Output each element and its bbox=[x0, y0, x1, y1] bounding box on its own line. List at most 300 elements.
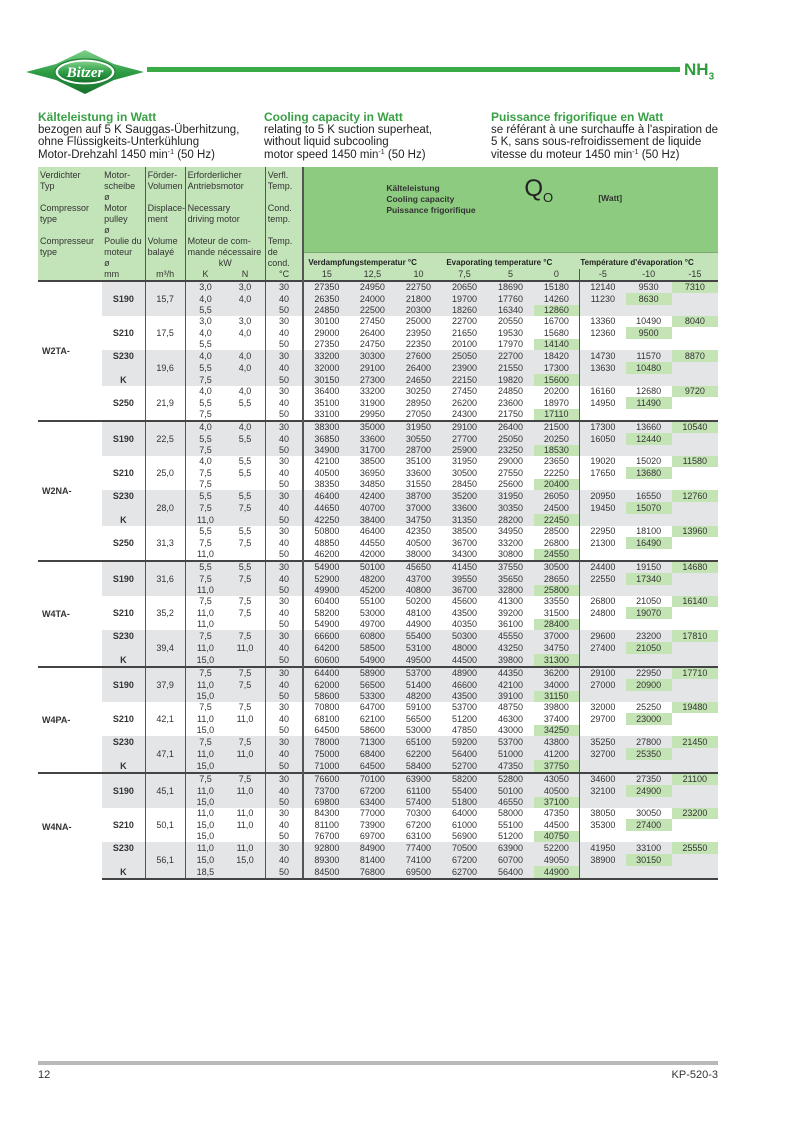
motor-k: 4,0 bbox=[185, 456, 225, 467]
table-row bbox=[38, 514, 718, 526]
capacity-value: 92800 bbox=[303, 842, 349, 854]
capacity-value: 38500 bbox=[441, 526, 487, 537]
motor-k: 4,0 bbox=[185, 350, 225, 362]
motor-k: 7,5 bbox=[185, 445, 225, 456]
capacity-value: 56900 bbox=[441, 831, 487, 842]
capacity-value bbox=[580, 725, 626, 736]
capacity-symbol: $Q_O$ bbox=[524, 175, 554, 205]
cond-temp: 50 bbox=[265, 831, 303, 842]
motor-k: 7,5 bbox=[185, 502, 225, 514]
displacement bbox=[145, 421, 185, 433]
motor-n: 5,5 bbox=[225, 456, 265, 467]
capacity-value: 29700 bbox=[580, 713, 626, 725]
capacity-value: 35650 bbox=[488, 573, 534, 585]
capacity-value: 30350 bbox=[488, 502, 534, 514]
capacity-value: 40700 bbox=[349, 502, 395, 514]
capacity-value: 49900 bbox=[303, 585, 349, 596]
cond-temp: 50 bbox=[265, 725, 303, 736]
motor-n: 7,5 bbox=[225, 573, 265, 585]
motor-pulley: S210 bbox=[102, 607, 145, 619]
motor-k: 15,0 bbox=[185, 725, 225, 736]
table-row bbox=[38, 327, 718, 339]
capacity-value: 22700 bbox=[488, 350, 534, 362]
capacity-value: 53000 bbox=[395, 725, 441, 736]
table-row bbox=[38, 526, 718, 537]
capacity-value: 40750 bbox=[534, 831, 580, 842]
capacity-value: 19700 bbox=[441, 293, 487, 305]
motor-n bbox=[225, 654, 265, 667]
capacity-value: 30300 bbox=[349, 350, 395, 362]
capacity-value: 21800 bbox=[395, 293, 441, 305]
capacity-value: 20900 bbox=[626, 679, 672, 691]
cond-temp: 30 bbox=[265, 736, 303, 748]
compressor-type: W2NA- bbox=[38, 421, 102, 561]
table-row bbox=[38, 679, 718, 691]
capacity-value bbox=[626, 409, 672, 421]
capacity-value: 77000 bbox=[349, 808, 395, 819]
capacity-value: 19450 bbox=[580, 502, 626, 514]
motor-k: 5,5 bbox=[185, 433, 225, 445]
capacity-value: 18690 bbox=[488, 281, 534, 293]
motor-pulley bbox=[102, 479, 145, 490]
capacity-value bbox=[672, 305, 718, 316]
capacity-value: 30150 bbox=[303, 374, 349, 386]
capacity-value: 27800 bbox=[626, 736, 672, 748]
motor-pulley: S250 bbox=[102, 537, 145, 549]
capacity-value: 18970 bbox=[534, 397, 580, 409]
motor-pulley bbox=[102, 667, 145, 679]
motor-k: 11,0 bbox=[185, 713, 225, 725]
motor-n: 3,0 bbox=[225, 316, 265, 327]
capacity-value: 31950 bbox=[441, 456, 487, 467]
capacity-value: 50800 bbox=[303, 526, 349, 537]
capacity-value: 22350 bbox=[395, 339, 441, 350]
capacity-value: 33100 bbox=[626, 842, 672, 854]
cond-temp: 30 bbox=[265, 667, 303, 679]
motor-n bbox=[225, 760, 265, 773]
capacity-unit: [Watt] bbox=[598, 193, 623, 203]
capacity-value: 36950 bbox=[349, 467, 395, 479]
motor-k: 11,0 bbox=[185, 748, 225, 760]
motor-pulley: S230 bbox=[102, 736, 145, 748]
table-row bbox=[38, 339, 718, 350]
capacity-value: 21550 bbox=[488, 362, 534, 374]
cond-temp: 40 bbox=[265, 713, 303, 725]
table-body bbox=[38, 281, 718, 879]
capacity-value: 27400 bbox=[626, 819, 672, 831]
capacity-value: 26200 bbox=[441, 397, 487, 409]
motor-k: 11,0 bbox=[185, 607, 225, 619]
capacity-value: 56500 bbox=[349, 679, 395, 691]
motor-n bbox=[225, 374, 265, 386]
capacity-value: 32000 bbox=[580, 702, 626, 713]
intro-german: Kälteleistung in Watt bezogen auf 5 K Sauggas-Überhitzung, ohne Flüssigkeits-Unterkühlung Motor-Drehzahl 1450 $\min^{-1} (50$ Hz) bbox=[38, 111, 263, 161]
capacity-value: 56500 bbox=[395, 713, 441, 725]
capacity-value: 44650 bbox=[303, 502, 349, 514]
capacity-value: 25050 bbox=[488, 433, 534, 445]
displacement bbox=[145, 831, 185, 842]
displacement bbox=[145, 619, 185, 630]
capacity-value: 43250 bbox=[488, 642, 534, 654]
displacement bbox=[145, 866, 185, 879]
capacity-value: 57400 bbox=[395, 797, 441, 808]
capacity-value: 56400 bbox=[488, 866, 534, 879]
capacity-value: 15680 bbox=[534, 327, 580, 339]
cond-temp: 30 bbox=[265, 386, 303, 397]
capacity-value: 24300 bbox=[441, 409, 487, 421]
motor-k: 11,0 bbox=[185, 585, 225, 596]
capacity-value: 22950 bbox=[580, 526, 626, 537]
intro-title-fr: Puissance frigorifique en Watt bbox=[491, 110, 664, 124]
displacement bbox=[145, 445, 185, 456]
table-row bbox=[38, 374, 718, 386]
header-row-labels bbox=[38, 167, 718, 253]
motor-pulley: K bbox=[102, 654, 145, 667]
capacity-value: 24800 bbox=[580, 607, 626, 619]
capacity-value: 69800 bbox=[303, 797, 349, 808]
displacement bbox=[145, 630, 185, 642]
table-row bbox=[38, 350, 718, 362]
table-row bbox=[38, 445, 718, 456]
capacity-value: 60600 bbox=[303, 654, 349, 667]
capacity-value: 37100 bbox=[534, 797, 580, 808]
motor-n: 15,0 bbox=[225, 854, 265, 866]
motor-k: 5,5 bbox=[185, 526, 225, 537]
displacement: 17,5 bbox=[145, 327, 185, 339]
motor-n: 4,0 bbox=[225, 350, 265, 362]
motor-k: 11,0 bbox=[185, 549, 225, 561]
capacity-value: 76600 bbox=[303, 773, 349, 785]
capacity-value: 69500 bbox=[395, 866, 441, 879]
header-driving-motor: Erforderlicher Antriebsmotor Necessary driving motor Moteur de com- mande nécessaire kW bbox=[185, 167, 265, 269]
capacity-value bbox=[672, 654, 718, 667]
capacity-value bbox=[672, 502, 718, 514]
capacity-value: 35200 bbox=[441, 490, 487, 502]
capacity-value: 52800 bbox=[488, 773, 534, 785]
cond-temp: 30 bbox=[265, 421, 303, 433]
intro-title-en: Cooling capacity in Watt bbox=[264, 110, 403, 124]
capacity-value: 34750 bbox=[534, 642, 580, 654]
capacity-value bbox=[672, 713, 718, 725]
header-row-units: mm m³/h K N °C 15 12,5 10 7,5 5 0 -5 -10 -15 bbox=[38, 269, 718, 281]
capacity-value: 34600 bbox=[580, 773, 626, 785]
capacity-value: 42100 bbox=[488, 679, 534, 691]
capacity-value: 9500 bbox=[626, 327, 672, 339]
capacity-value: 17710 bbox=[672, 667, 718, 679]
header-displacement: Förder- Volumen Displace- ment Volume balayé bbox=[145, 167, 185, 269]
capacity-value bbox=[672, 585, 718, 596]
table-row bbox=[38, 596, 718, 607]
capacity-value: 43000 bbox=[488, 725, 534, 736]
capacity-value: 10480 bbox=[626, 362, 672, 374]
motor-k: 5,5 bbox=[185, 561, 225, 573]
capacity-value: 27450 bbox=[441, 386, 487, 397]
motor-pulley bbox=[102, 339, 145, 350]
motor-k: 11,0 bbox=[185, 642, 225, 654]
capacity-value: 21450 bbox=[672, 736, 718, 748]
motor-pulley bbox=[102, 305, 145, 316]
motor-n: 11,0 bbox=[225, 748, 265, 760]
capacity-value: 54900 bbox=[349, 654, 395, 667]
capacity-value: 24550 bbox=[534, 549, 580, 561]
capacity-value bbox=[580, 445, 626, 456]
table-row bbox=[38, 293, 718, 305]
capacity-value: 40500 bbox=[395, 537, 441, 549]
capacity-value: 39800 bbox=[534, 702, 580, 713]
motor-k: 15,0 bbox=[185, 691, 225, 702]
motor-n: 7,5 bbox=[225, 702, 265, 713]
table-row bbox=[38, 433, 718, 445]
capacity-value: 66600 bbox=[303, 630, 349, 642]
table-row bbox=[38, 702, 718, 713]
capacity-value: 43800 bbox=[534, 736, 580, 748]
capacity-value: 14730 bbox=[580, 350, 626, 362]
capacity-value: 29950 bbox=[349, 409, 395, 421]
motor-k: 7,5 bbox=[185, 573, 225, 585]
motor-pulley bbox=[102, 362, 145, 374]
capacity-value: 24400 bbox=[580, 561, 626, 573]
capacity-value: 31550 bbox=[395, 479, 441, 490]
motor-n bbox=[225, 549, 265, 561]
motor-n: 11,0 bbox=[225, 713, 265, 725]
motor-k: 4,0 bbox=[185, 421, 225, 433]
capacity-value: 58900 bbox=[349, 667, 395, 679]
cond-temp: 50 bbox=[265, 514, 303, 526]
motor-pulley: S190 bbox=[102, 785, 145, 797]
capacity-value: 75000 bbox=[303, 748, 349, 760]
capacity-value: 30100 bbox=[303, 316, 349, 327]
capacity-value: 58600 bbox=[349, 725, 395, 736]
capacity-value: 33100 bbox=[303, 409, 349, 421]
capacity-value: 17300 bbox=[534, 362, 580, 374]
capacity-value: 73700 bbox=[303, 785, 349, 797]
capacity-value: 70800 bbox=[303, 702, 349, 713]
capacity-value: 19150 bbox=[626, 561, 672, 573]
capacity-value: 31700 bbox=[349, 445, 395, 456]
capacity-value: 24850 bbox=[303, 305, 349, 316]
capacity-value bbox=[672, 362, 718, 374]
capacity-value: 23650 bbox=[534, 456, 580, 467]
capacity-value: 41300 bbox=[488, 596, 534, 607]
displacement bbox=[145, 281, 185, 293]
capacity-value: 27350 bbox=[626, 773, 672, 785]
capacity-value: 20250 bbox=[534, 433, 580, 445]
capacity-value: 25000 bbox=[395, 316, 441, 327]
capacity-value: 13360 bbox=[580, 316, 626, 327]
displacement bbox=[145, 585, 185, 596]
capacity-value: 34900 bbox=[303, 445, 349, 456]
capacity-value: 49500 bbox=[395, 654, 441, 667]
motor-pulley: S230 bbox=[102, 630, 145, 642]
motor-k: 5,5 bbox=[185, 362, 225, 374]
cond-temp: 40 bbox=[265, 293, 303, 305]
capacity-value: 27600 bbox=[395, 350, 441, 362]
capacity-value: 53000 bbox=[349, 607, 395, 619]
motor-pulley bbox=[102, 316, 145, 327]
capacity-value: 51000 bbox=[488, 748, 534, 760]
capacity-value bbox=[672, 479, 718, 490]
capacity-value: 13680 bbox=[626, 467, 672, 479]
capacity-value bbox=[626, 866, 672, 879]
cond-temp: 40 bbox=[265, 397, 303, 409]
capacity-value bbox=[580, 305, 626, 316]
motor-pulley bbox=[102, 748, 145, 760]
capacity-value: 27000 bbox=[580, 679, 626, 691]
capacity-value: 33550 bbox=[534, 596, 580, 607]
capacity-value: 33200 bbox=[349, 386, 395, 397]
displacement bbox=[145, 702, 185, 713]
capacity-value: 23000 bbox=[626, 713, 672, 725]
motor-k: 7,5 bbox=[185, 467, 225, 479]
capacity-value bbox=[626, 305, 672, 316]
capacity-value: 22500 bbox=[349, 305, 395, 316]
motor-n: 7,5 bbox=[225, 607, 265, 619]
capacity-value bbox=[626, 725, 672, 736]
capacity-value: 24000 bbox=[349, 293, 395, 305]
capacity-value bbox=[672, 514, 718, 526]
displacement bbox=[145, 808, 185, 819]
motor-k: 5,5 bbox=[185, 305, 225, 316]
motor-k: 7,5 bbox=[185, 630, 225, 642]
capacity-value: 26800 bbox=[580, 596, 626, 607]
capacity-value: 27350 bbox=[303, 281, 349, 293]
capacity-value: 44500 bbox=[441, 654, 487, 667]
capacity-value: 40800 bbox=[395, 585, 441, 596]
motor-pulley bbox=[102, 619, 145, 630]
capacity-value: 30050 bbox=[626, 808, 672, 819]
intro-english: Cooling capacity in Watt relating to 5 K suction superheat, without liquid subcooling motor speed 1450 $\min^{-1} (50$ Hz) bbox=[264, 111, 489, 161]
motor-pulley: K bbox=[102, 866, 145, 879]
compressor-type: W4NA- bbox=[38, 773, 102, 879]
capacity-value: 50100 bbox=[349, 561, 395, 573]
capacity-value: 76800 bbox=[349, 866, 395, 879]
capacity-value: 21050 bbox=[626, 596, 672, 607]
capacity-value: 48750 bbox=[488, 702, 534, 713]
cond-temp: 40 bbox=[265, 607, 303, 619]
displacement bbox=[145, 490, 185, 502]
capacity-value: 38300 bbox=[303, 421, 349, 433]
capacity-value bbox=[580, 866, 626, 879]
table-row bbox=[38, 537, 718, 549]
table-row bbox=[38, 785, 718, 797]
motor-n: 7,5 bbox=[225, 773, 265, 785]
displacement bbox=[145, 773, 185, 785]
motor-n bbox=[225, 725, 265, 736]
capacity-value: 31350 bbox=[441, 514, 487, 526]
capacity-value: 30500 bbox=[441, 467, 487, 479]
capacity-value: 25050 bbox=[441, 350, 487, 362]
capacity-value: 17760 bbox=[488, 293, 534, 305]
capacity-value: 31500 bbox=[534, 607, 580, 619]
capacity-value: 40350 bbox=[441, 619, 487, 630]
capacity-value: 15180 bbox=[534, 281, 580, 293]
displacement: 42,1 bbox=[145, 713, 185, 725]
motor-pulley: S190 bbox=[102, 433, 145, 445]
motor-k: 7,5 bbox=[185, 374, 225, 386]
capacity-value bbox=[672, 397, 718, 409]
motor-k: 15,0 bbox=[185, 854, 225, 866]
capacity-value: 28950 bbox=[395, 397, 441, 409]
displacement bbox=[145, 797, 185, 808]
capacity-value: 59100 bbox=[395, 702, 441, 713]
capacity-value: 29100 bbox=[580, 667, 626, 679]
capacity-value: 16340 bbox=[488, 305, 534, 316]
capacity-value: 21500 bbox=[534, 421, 580, 433]
displacement bbox=[145, 386, 185, 397]
table-row bbox=[38, 866, 718, 879]
capacity-value: 67200 bbox=[395, 819, 441, 831]
capacity-value: 64400 bbox=[303, 667, 349, 679]
capacity-value bbox=[672, 549, 718, 561]
cond-temp: 40 bbox=[265, 679, 303, 691]
capacity-value: 24850 bbox=[488, 386, 534, 397]
motor-n: 7,5 bbox=[225, 502, 265, 514]
capacity-value: 47350 bbox=[534, 808, 580, 819]
capacity-value bbox=[626, 514, 672, 526]
capacity-value: 16050 bbox=[580, 433, 626, 445]
motor-n: 5,5 bbox=[225, 561, 265, 573]
capacity-value bbox=[580, 831, 626, 842]
cond-temp: 40 bbox=[265, 502, 303, 514]
cond-temp: 30 bbox=[265, 702, 303, 713]
capacity-value: 12140 bbox=[580, 281, 626, 293]
displacement bbox=[145, 736, 185, 748]
motor-pulley: K bbox=[102, 374, 145, 386]
capacity-value: 32100 bbox=[580, 785, 626, 797]
bitzer-logo bbox=[26, 50, 144, 94]
motor-pulley bbox=[102, 691, 145, 702]
capacity-value: 42100 bbox=[303, 456, 349, 467]
capacity-value: 33200 bbox=[488, 537, 534, 549]
cond-temp: 40 bbox=[265, 642, 303, 654]
cond-temp: 30 bbox=[265, 456, 303, 467]
table-row bbox=[38, 736, 718, 748]
capacity-value: 19020 bbox=[580, 456, 626, 467]
capacity-value: 26050 bbox=[534, 490, 580, 502]
table-row bbox=[38, 467, 718, 479]
capacity-value: 50100 bbox=[488, 785, 534, 797]
capacity-value: 22550 bbox=[580, 573, 626, 585]
capacity-value bbox=[672, 760, 718, 773]
capacity-value: 25250 bbox=[626, 702, 672, 713]
displacement: 35,2 bbox=[145, 607, 185, 619]
table-row bbox=[38, 502, 718, 514]
motor-pulley: K bbox=[102, 760, 145, 773]
capacity-value: 22250 bbox=[534, 467, 580, 479]
capacity-value: 23600 bbox=[488, 397, 534, 409]
page-number: 12 bbox=[38, 1069, 51, 1081]
motor-pulley bbox=[102, 642, 145, 654]
cond-temp: 30 bbox=[265, 808, 303, 819]
capacity-value: 16700 bbox=[534, 316, 580, 327]
capacity-value: 22150 bbox=[441, 374, 487, 386]
motor-n: 11,0 bbox=[225, 842, 265, 854]
motor-pulley: K bbox=[102, 514, 145, 526]
capacity-value: 62100 bbox=[349, 713, 395, 725]
capacity-value: 53300 bbox=[349, 691, 395, 702]
motor-pulley bbox=[102, 773, 145, 785]
capacity-value: 14950 bbox=[580, 397, 626, 409]
motor-k: 7,5 bbox=[185, 479, 225, 490]
displacement bbox=[145, 549, 185, 561]
cond-temp: 40 bbox=[265, 433, 303, 445]
displacement bbox=[145, 339, 185, 350]
table-row bbox=[38, 667, 718, 679]
capacity-value: 7310 bbox=[672, 281, 718, 293]
capacity-value: 41950 bbox=[580, 842, 626, 854]
capacity-value: 65100 bbox=[395, 736, 441, 748]
motor-pulley: S250 bbox=[102, 397, 145, 409]
